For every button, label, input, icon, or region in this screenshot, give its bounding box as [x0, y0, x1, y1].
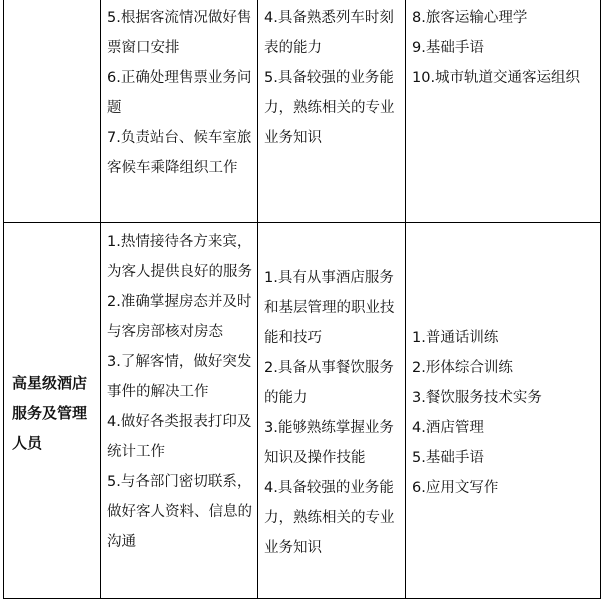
list-item: 5.根据客流情况做好售票窗口安排: [107, 10, 252, 56]
list-item: 3.了解客情，做好突发事件的解决工作: [107, 354, 252, 400]
list-item: 9.基础手语: [412, 40, 484, 56]
list-item: 2.具备从事餐饮服务的能力: [264, 359, 394, 406]
category-cell: [4, 0, 101, 223]
table-row: [4, 0, 601, 223]
list-item: 7.负责站台、候车室旅客候车乘降组织工作: [107, 130, 252, 176]
abilities-cell: [258, 0, 406, 223]
list-item: 4.酒店管理: [412, 419, 484, 436]
category-cell: 高星级酒店服务及管理人员: [4, 223, 101, 599]
list-item: 6.正确处理售票业务问题: [107, 70, 252, 116]
list-item: 8.旅客运输心理学: [412, 10, 528, 26]
list-item: 4.具备较强的业务能力，熟练相关的专业业务知识: [264, 479, 395, 556]
list-item: 6.应用文写作: [412, 479, 499, 496]
courses-cell: [406, 0, 601, 223]
duties-cell: [101, 0, 258, 223]
list-item: 4.做好各类报表打印及统计工作: [107, 414, 252, 460]
list-item: 5.具备较强的业务能力，熟练相关的专业业务知识: [264, 70, 395, 146]
abilities-cell: [258, 223, 406, 599]
curriculum-table: [3, 0, 601, 599]
list-item: 5.基础手语: [412, 449, 484, 466]
list-item: 1.热情接待各方来宾，为客人提供良好的服务: [107, 234, 252, 280]
list-item: 4.具备熟悉列车时刻表的能力: [264, 10, 394, 56]
list-item: 3.餐饮服务技术实务: [412, 389, 542, 406]
courses-cell: [406, 223, 601, 599]
list-item: 2.形体综合训练: [412, 359, 513, 376]
list-item: 10.城市轨道交通客运组织: [412, 70, 581, 86]
list-item: 1.普通话训练: [412, 329, 499, 346]
list-item: 2.准确掌握房态并及时与客房部核对房态: [107, 294, 252, 340]
table-row: [4, 223, 601, 599]
duties-cell: [101, 223, 258, 599]
list-item: 3.能够熟练掌握业务知识及操作技能: [264, 419, 394, 466]
list-item: 5.与各部门密切联系，做好客人资料、信息的沟通: [107, 474, 252, 550]
list-item: 1.具有从事酒店服务和基层管理的职业技能和技巧: [264, 269, 395, 346]
